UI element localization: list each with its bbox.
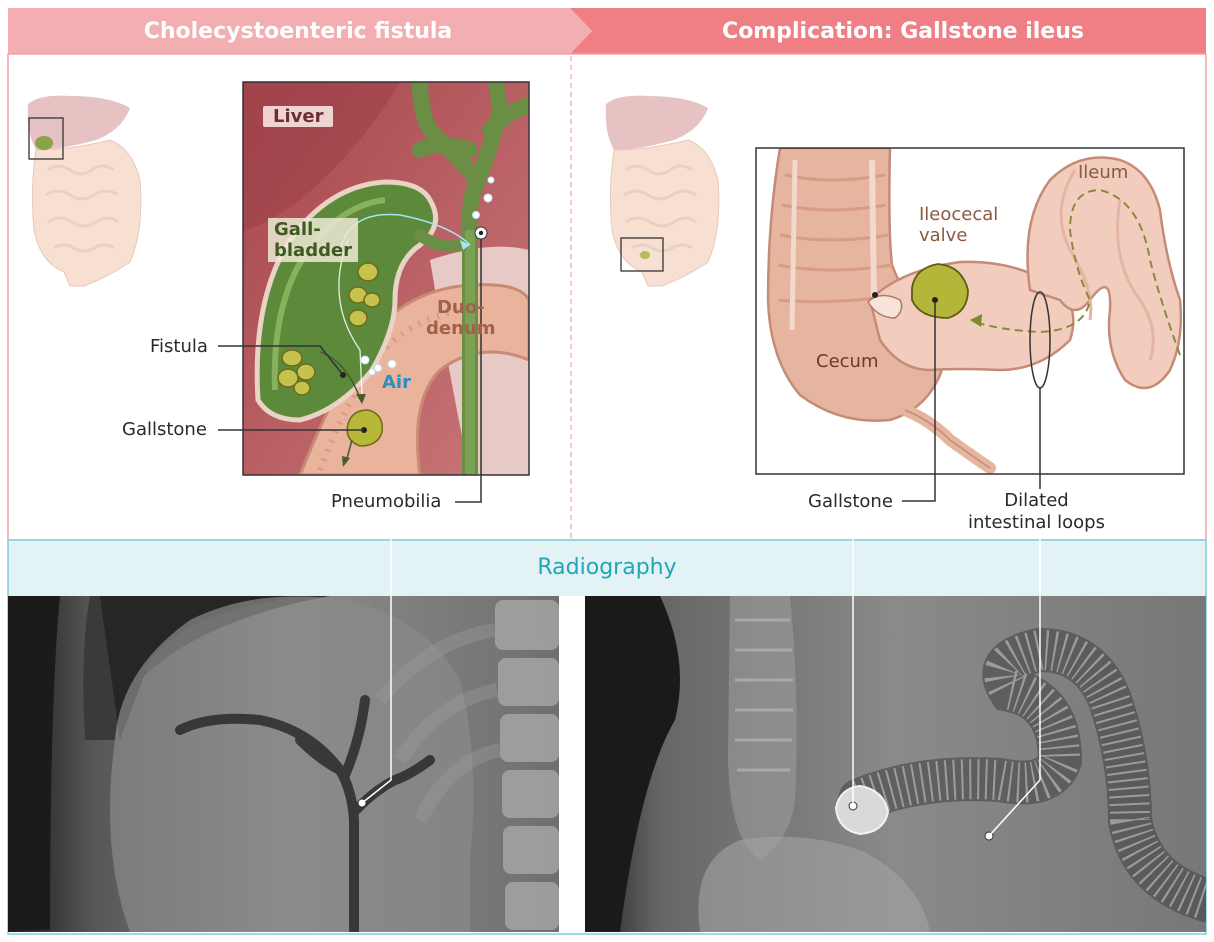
- callout-dilated-loops: [968, 490, 1105, 534]
- callout-gallstone-right: Gallstone: [808, 491, 893, 512]
- label-ileocecal-line1: Ileocecal: [919, 204, 999, 225]
- fistula-illustration: [243, 82, 529, 475]
- label-ileum: Ileum: [1078, 162, 1129, 183]
- header-left-title: Cholecystoenteric fistula: [143, 19, 453, 44]
- xray-left: [8, 596, 559, 932]
- radiography-title: Radiography: [537, 555, 677, 580]
- label-gallbladder: [268, 218, 358, 262]
- label-duodenum-line2: denum: [426, 318, 496, 339]
- callout-dilated-line2: intestinal loops: [968, 512, 1105, 533]
- torso-thumbnail-right: [606, 96, 719, 286]
- header-right-title: Complication: Gallstone ileus: [722, 19, 1084, 44]
- callout-dilated-line1: Dilated: [1004, 490, 1069, 511]
- xray-right: [585, 596, 1206, 932]
- label-duodenum-line1: Duo-: [436, 297, 485, 318]
- label-ileocecal-line2: valve: [919, 225, 968, 246]
- callout-pneumobilia: Pneumobilia: [331, 491, 442, 512]
- label-ileocecal-valve: [919, 204, 998, 246]
- callout-gallstone-left: Gallstone: [122, 419, 207, 440]
- label-air: Air: [382, 372, 411, 393]
- callout-fistula: Fistula: [150, 336, 208, 357]
- label-liver: Liver: [263, 106, 333, 127]
- torso-thumbnail-left: [28, 96, 141, 286]
- label-duodenum: [426, 297, 495, 339]
- label-gallbladder-line1: Gall-: [274, 219, 321, 240]
- label-gallbladder-line2: bladder: [274, 240, 353, 261]
- ileus-illustration: [756, 148, 1184, 474]
- label-cecum: Cecum: [816, 351, 879, 372]
